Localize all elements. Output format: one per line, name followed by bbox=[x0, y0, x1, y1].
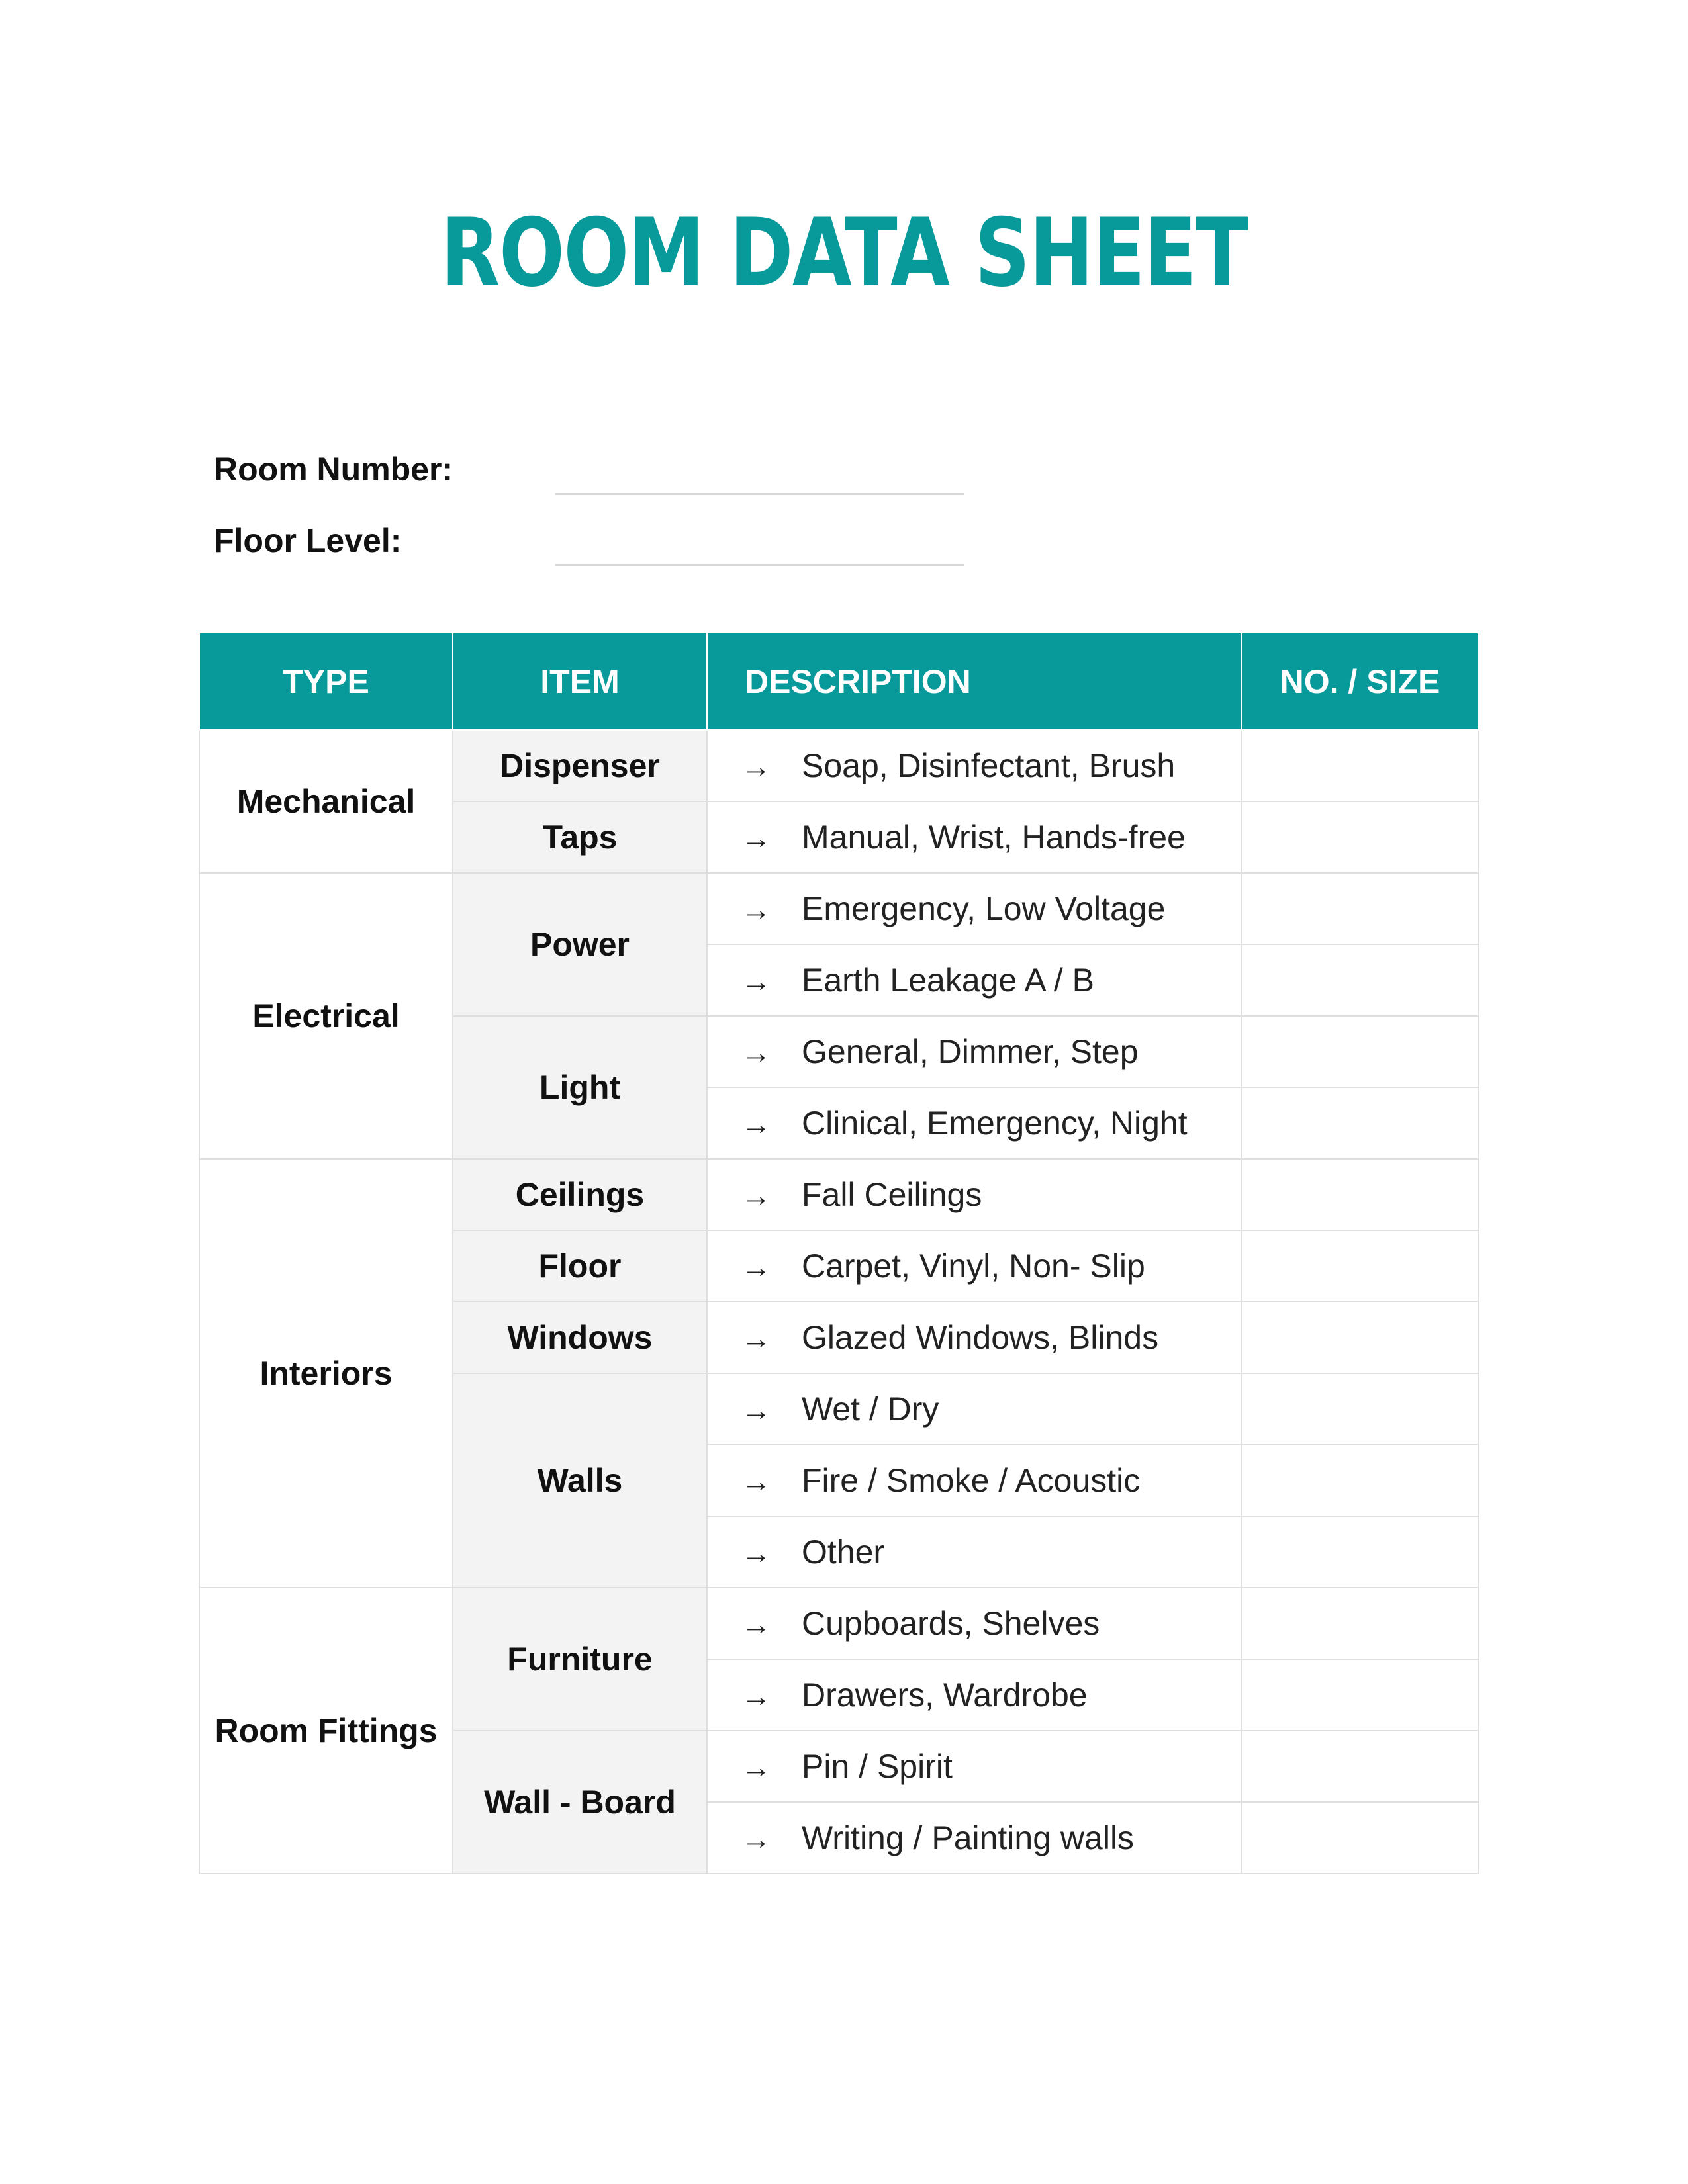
type-mechanical: Mechanical bbox=[199, 730, 453, 873]
description-text: Glazed Windows, Blinds bbox=[802, 1319, 1159, 1356]
description-cell bbox=[707, 1516, 1241, 1588]
floor-level-label: Floor Level: bbox=[214, 522, 402, 559]
item-walls: Walls bbox=[453, 1373, 707, 1588]
header-description: DESCRIPTION bbox=[707, 633, 1241, 730]
description-cell bbox=[707, 873, 1241, 944]
description-cell bbox=[707, 1659, 1241, 1731]
description-text: Manual, Wrist, Hands-free bbox=[802, 819, 1186, 856]
size-input-cell[interactable] bbox=[1241, 1588, 1479, 1659]
item-ceilings: Ceilings bbox=[453, 1159, 707, 1230]
arrow-right-icon: → bbox=[741, 1250, 771, 1284]
item-light: Light bbox=[453, 1016, 707, 1159]
size-input-cell[interactable] bbox=[1241, 1731, 1479, 1802]
description-text: Soap, Disinfectant, Brush bbox=[802, 747, 1176, 784]
arrow-right-icon: → bbox=[741, 1321, 771, 1355]
arrow-right-icon: → bbox=[741, 749, 771, 784]
description-text: Clinical, Emergency, Night bbox=[802, 1105, 1188, 1142]
arrow-right-icon: → bbox=[741, 1821, 771, 1856]
arrow-right-icon: → bbox=[741, 1750, 771, 1784]
arrow-right-icon: → bbox=[741, 1464, 771, 1498]
description-text: Fall Ceilings bbox=[802, 1176, 982, 1213]
description-cell bbox=[707, 1445, 1241, 1516]
item-wall-board: Wall - Board bbox=[453, 1731, 707, 1874]
arrow-right-icon: → bbox=[741, 1035, 771, 1069]
page-title: ROOM DATA SHEET bbox=[440, 199, 1248, 308]
size-input-cell[interactable] bbox=[1241, 1087, 1479, 1159]
arrow-right-icon: → bbox=[741, 821, 771, 855]
size-input-cell[interactable] bbox=[1241, 1445, 1479, 1516]
size-input-cell[interactable] bbox=[1241, 730, 1479, 801]
size-input-cell[interactable] bbox=[1241, 1373, 1479, 1445]
size-input-cell[interactable] bbox=[1241, 1016, 1479, 1087]
room-data-table bbox=[199, 632, 1479, 1874]
item-taps: Taps bbox=[453, 801, 707, 873]
table-row bbox=[199, 1159, 1479, 1230]
description-text: Earth Leakage A / B bbox=[802, 962, 1094, 999]
size-input-cell[interactable] bbox=[1241, 1230, 1479, 1302]
arrow-right-icon: → bbox=[741, 1535, 771, 1570]
table-row bbox=[199, 1588, 1479, 1659]
description-cell bbox=[707, 1087, 1241, 1159]
item-windows: Windows bbox=[453, 1302, 707, 1373]
size-input-cell[interactable] bbox=[1241, 1302, 1479, 1373]
description-cell bbox=[707, 1373, 1241, 1445]
size-input-cell[interactable] bbox=[1241, 801, 1479, 873]
description-cell bbox=[707, 1016, 1241, 1087]
size-input-cell[interactable] bbox=[1241, 1516, 1479, 1588]
item-dispenser: Dispenser bbox=[453, 730, 707, 801]
arrow-right-icon: → bbox=[741, 964, 771, 998]
description-text: Pin / Spirit bbox=[802, 1748, 953, 1785]
floor-level-field[interactable] bbox=[555, 564, 964, 566]
table-row bbox=[199, 873, 1479, 944]
description-cell bbox=[707, 730, 1241, 801]
item-power: Power bbox=[453, 873, 707, 1016]
size-input-cell[interactable] bbox=[1241, 1659, 1479, 1731]
item-furniture: Furniture bbox=[453, 1588, 707, 1731]
type-electrical: Electrical bbox=[199, 873, 453, 1159]
description-text: Wet / Dry bbox=[802, 1390, 939, 1428]
description-text: Carpet, Vinyl, Non- Slip bbox=[802, 1248, 1145, 1285]
table-header-row bbox=[199, 633, 1479, 730]
description-text: Drawers, Wardrobe bbox=[802, 1676, 1088, 1713]
description-cell bbox=[707, 1731, 1241, 1802]
header-no-size: NO. / SIZE bbox=[1241, 633, 1479, 730]
description-text: Other bbox=[802, 1533, 885, 1570]
item-floor: Floor bbox=[453, 1230, 707, 1302]
arrow-right-icon: → bbox=[741, 1392, 771, 1427]
size-input-cell[interactable] bbox=[1241, 1802, 1479, 1874]
description-text: Emergency, Low Voltage bbox=[802, 890, 1166, 927]
size-input-cell[interactable] bbox=[1241, 873, 1479, 944]
type-room-fittings: Room Fittings bbox=[199, 1588, 453, 1874]
arrow-right-icon: → bbox=[741, 1678, 771, 1713]
room-number-field[interactable] bbox=[555, 493, 964, 495]
description-cell bbox=[707, 1588, 1241, 1659]
arrow-right-icon: → bbox=[741, 1607, 771, 1641]
arrow-right-icon: → bbox=[741, 1107, 771, 1141]
size-input-cell[interactable] bbox=[1241, 1159, 1479, 1230]
arrow-right-icon: → bbox=[741, 892, 771, 927]
arrow-right-icon: → bbox=[741, 1178, 771, 1212]
header-type: TYPE bbox=[199, 633, 453, 730]
description-cell bbox=[707, 801, 1241, 873]
table-row bbox=[199, 730, 1479, 801]
description-cell bbox=[707, 1230, 1241, 1302]
header-item: ITEM bbox=[453, 633, 707, 730]
description-text: Cupboards, Shelves bbox=[802, 1605, 1100, 1642]
description-cell bbox=[707, 1802, 1241, 1874]
description-cell bbox=[707, 944, 1241, 1016]
description-text: Fire / Smoke / Acoustic bbox=[802, 1462, 1141, 1499]
description-text: Writing / Painting walls bbox=[802, 1819, 1135, 1856]
description-cell bbox=[707, 1302, 1241, 1373]
type-interiors: Interiors bbox=[199, 1159, 453, 1588]
description-cell bbox=[707, 1159, 1241, 1230]
room-number-label: Room Number: bbox=[214, 451, 453, 488]
size-input-cell[interactable] bbox=[1241, 944, 1479, 1016]
description-text: General, Dimmer, Step bbox=[802, 1033, 1139, 1070]
